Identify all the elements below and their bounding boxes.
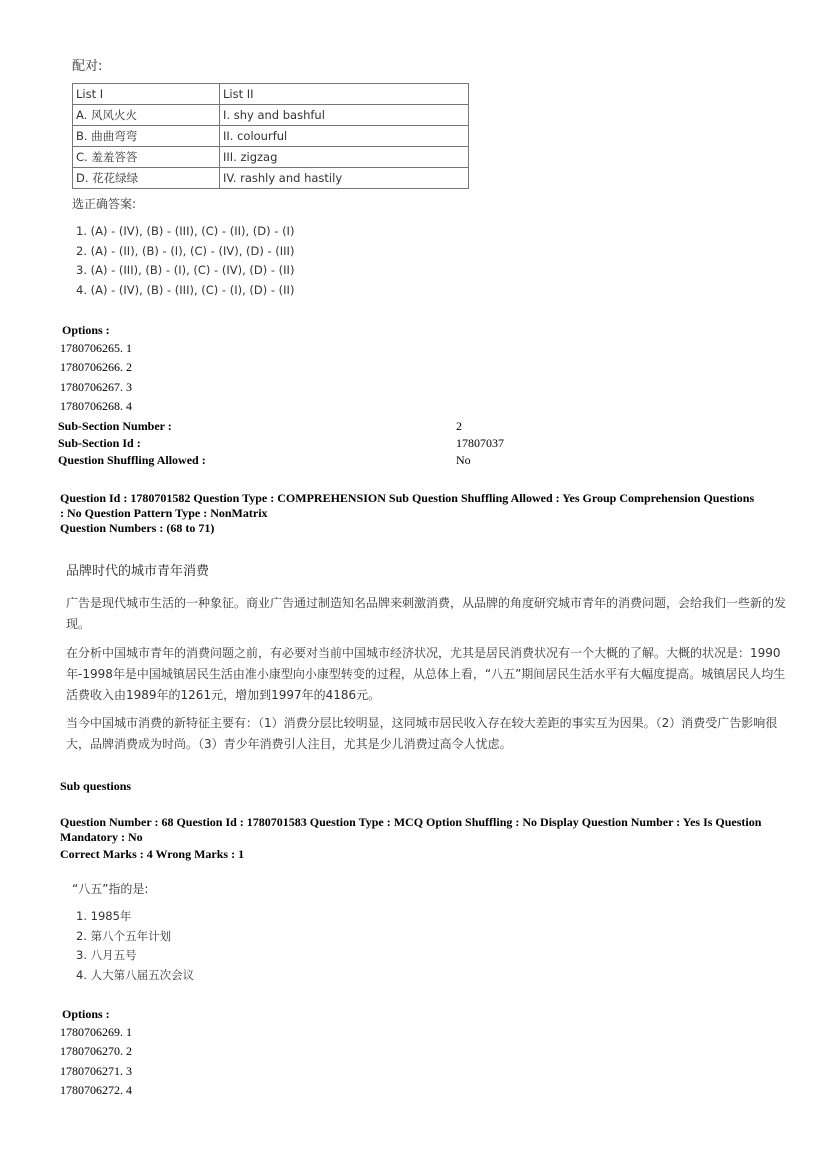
match-table [72, 83, 469, 189]
match-heading: 配对: [72, 59, 103, 74]
question-68-marks: Correct Marks : 4 Wrong Marks : 1 [60, 847, 245, 861]
list-one-cell: A. 风风火火 [73, 105, 220, 126]
question-shuffling-label: Question Shuffling Allowed : [58, 453, 206, 467]
list-two-cell: I. shy and bashful [220, 105, 469, 126]
option-id: 1780706268. 4 [60, 398, 132, 413]
option-id: 1780706266. 2 [60, 360, 132, 375]
sub-questions-label: Sub questions [60, 779, 132, 793]
question-68-info: Question Number : 68 Question Id : 1780701583 Question Type : MCQ Option Shuffling : No Display Question Number : Yes Is Question Mandatory : No [60, 815, 762, 844]
subsection-id-value: 17807037 [456, 436, 504, 450]
table-row [73, 105, 469, 126]
option-id: 1780706270. 2 [60, 1044, 132, 1059]
option-id: 1780706269. 1 [60, 1025, 132, 1039]
table-row [73, 168, 469, 189]
choose-answer-label: 选正确答案: [72, 197, 137, 211]
passage-paragraph: 广告是现代城市生活的一种象征。商业广告通过制造知名品牌来刺激消费，从品牌的角度研究城市青年的消费问题，会给我们一些新的发现。 [66, 596, 787, 631]
answer-choice: 1. 1985年 [76, 909, 132, 923]
answer-choice: 1. (A) - (IV), (B) - (III), (C) - (II), (D) - (I) [76, 224, 295, 238]
question-numbers: Question Numbers : (68 to 71) [60, 521, 215, 535]
match-table-header-row [73, 84, 469, 105]
list-one-cell: B. 曲曲弯弯 [73, 126, 220, 147]
answer-choice: 3. 八月五号 [76, 948, 137, 962]
subsection-number-row [58, 419, 758, 436]
list-two-cell: IV. rashly and hastily [220, 168, 469, 189]
question-68-text: “八五”指的是: [72, 882, 149, 896]
list-two-header: List II [220, 84, 469, 105]
list-two-cell: III. zigzag [220, 147, 469, 168]
answer-choice: 2. (A) - (II), (B) - (I), (C) - (IV), (D) - (III) [76, 243, 295, 258]
list-one-header: List I [73, 84, 220, 105]
question-shuffling-row [58, 453, 758, 470]
subsection-id-row [58, 436, 758, 453]
options-label: Options : [62, 1007, 110, 1021]
list-one-cell: C. 羞羞答答 [73, 147, 220, 168]
question-group-meta: Question Id : 1780701582 Question Type : COMPREHENSION Sub Question Shuffling Allowed : Yes Group Comprehension Questions : No Question Pattern Type : NonMatrix [60, 491, 755, 520]
option-id: 1780706271. 3 [60, 1063, 132, 1078]
passage-paragraph: 在分析中国城市青年的消费问题之前，有必要对当前中国城市经济状况，尤其是居民消费状况有一个大概的了解。大概的状况是：1990年-1998年是中国城镇居民生活由准小康型向小康型转变的过程，从总体上看，“八五”期间居民生活水平有大幅度提高。城镇居民人均生活费收入由1989年的1261元，增加到1997年的4186元。 [66, 646, 786, 702]
subsection-id-label: Sub-Section Id : [58, 436, 141, 450]
option-id: 1780706265. 1 [60, 341, 132, 355]
list-one-cell: D. 花花绿绿 [73, 168, 220, 189]
question-68-choice-list [76, 908, 194, 986]
passage-paragraph: 当今中国城市消费的新特征主要有：（1）消费分层比较明显，这同城市居民收入存在较大差距的事实互为因果。（2）消费受广告影响很大，品牌消费成为时尚。（3）青少年消费引人注目，尤其是少儿消费过高令人忧虑。 [66, 716, 778, 751]
table-row [73, 126, 469, 147]
options-label: Options : [62, 323, 110, 337]
question-shuffling-value: No [456, 453, 471, 467]
option-id: 1780706272. 4 [60, 1082, 132, 1097]
answer-choice-list [76, 224, 294, 302]
subsection-number-value: 2 [456, 419, 462, 433]
subsection-number-label: Sub-Section Number : [58, 419, 172, 433]
answer-choice: 2. 第八个五年计划 [76, 928, 172, 943]
answer-choice: 4. (A) - (IV), (B) - (III), (C) - (I), (D) - (II) [76, 282, 295, 297]
answer-choice: 3. (A) - (III), (B) - (I), (C) - (IV), (D) - (II) [76, 263, 295, 277]
list-two-cell: II. colourful [220, 126, 469, 147]
passage-title: 品牌时代的城市青年消费 [66, 564, 210, 579]
question-group-info [60, 491, 760, 536]
option-id-list [60, 1025, 132, 1102]
answer-choice: 4. 人大第八届五次会议 [76, 967, 195, 982]
option-id: 1780706267. 3 [60, 379, 132, 394]
table-row [73, 147, 469, 168]
option-id-list [60, 341, 132, 418]
